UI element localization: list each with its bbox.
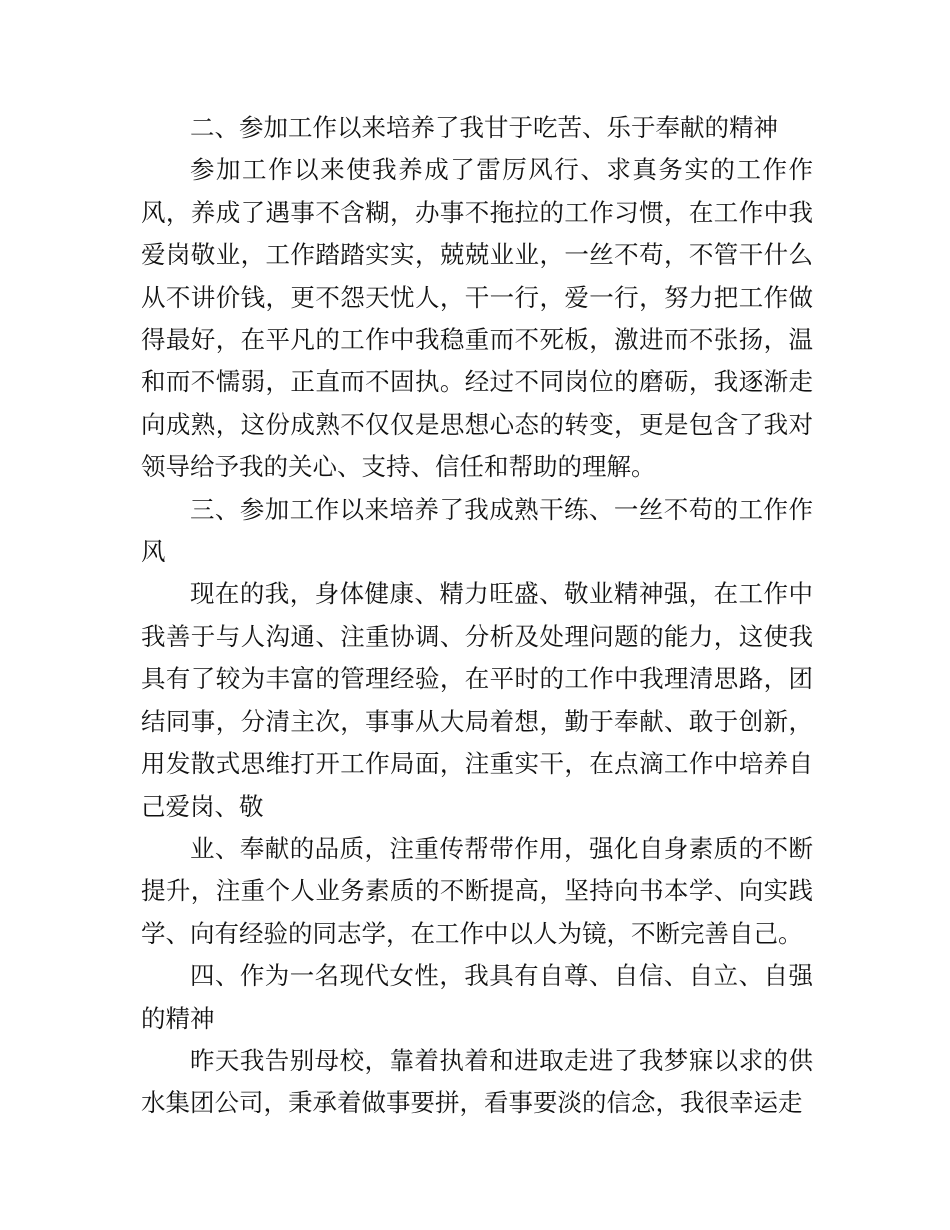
section-heading-4: 四、作为一名现代女性，我具有自尊、自信、自立、自强的精神 <box>141 961 813 1033</box>
body-paragraph: 参加工作以来使我养成了雷厉风行、求真务实的工作作风，养成了遇事不含糊，办事不拖拉的工作习惯，在工作中我爱岗敬业，工作踏踏实实，兢兢业业，一丝不苟，不管干什么从不讲价钱，更不怨天忧人，干一行，爱一行，努力把工作做得最好，在平凡的工作中我稳重而不死板，激进而不张扬，温和而不懦弱，正直而不固执。经过不同岗位的磨砺，我逐渐走向成熟，这份成熟不仅仅是思想心态的转变，更是包含了我对领导给予我的关心、支持、信任和帮助的理解。 <box>141 155 813 482</box>
section-heading-2: 二、参加工作以来培养了我甘于吃苦、乐于奉献的精神 <box>190 113 778 142</box>
body-paragraph: 业、奉献的品质，注重传帮带作用，强化自身素质的不断提升，注重个人业务素质的不断提高，坚持向书本学、向实践学、向有经验的同志学，在工作中以人为镜，不断完善自己。 <box>141 833 813 948</box>
document-body <box>141 107 813 1125</box>
body-paragraph: 现在的我，身体健康、精力旺盛、敬业精神强，在工作中我善于与人沟通、注重协调、分析及处理问题的能力，这使我具有了较为丰富的管理经验，在平时的工作中我理清思路，团结同事，分清主次，事事从大局着想，勤于奉献、敢于创新，用发散式思维打开工作局面，注重实干，在点滴工作中培养自己爱岗、敬 <box>141 579 813 821</box>
section-heading-3: 三、参加工作以来培养了我成熟干练、一丝不苟的工作作风 <box>141 494 813 567</box>
body-paragraph: 昨天我告别母校，靠着执着和进取走进了我梦寐以求的供水集团公司，秉承着做事要拼，看事要淡的信念，我很幸运走 <box>141 1045 813 1118</box>
